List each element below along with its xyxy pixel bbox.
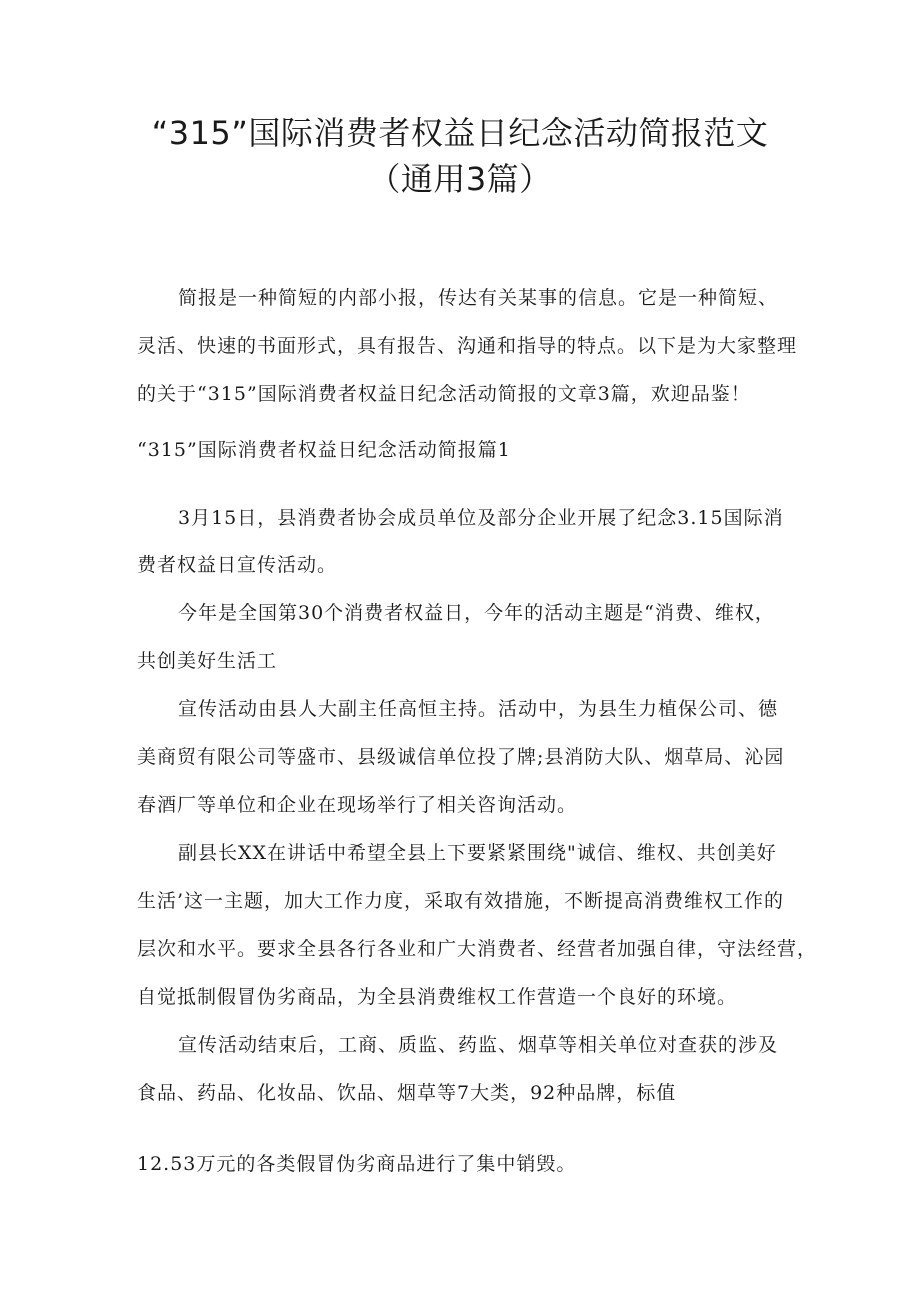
document-title: “315”国际消费者权益日纪念活动简报范文 (151, 114, 769, 152)
intro-line: 的关于“315”国际消费者权益日纪念活动简报的文章3篇，欢迎品鉴！ (137, 383, 751, 405)
paragraph-line: 食品、药品、化妆品、饮品、烟草等7大类，92种品牌，标值 (137, 1082, 677, 1104)
intro-line: 简报是一种简短的内部小报，传达有关某事的信息。它是一种简短、 (178, 287, 779, 309)
paragraph-line: 层次和水平。要求全县各行各业和广大消费者、经营者加强自律，守法经营， (137, 938, 818, 960)
intro-line: 灵活、快速的书面形式，具有报告、沟通和指导的特点。以下是为大家整理 (137, 335, 798, 357)
section-heading: “315”国际消费者权益日纪念活动简报篇1 (137, 439, 511, 461)
paragraph-line: 自觉抵制假冒伪劣商品，为全县消费维权工作营造一个良好的环境。 (137, 986, 738, 1008)
paragraph-line: 12.53万元的各类假冒伪劣商品进行了集中销毁。 (137, 1153, 577, 1175)
paragraph-line: 今年是全国第30个消费者权益日，今年的活动主题是“消费、维权， (178, 602, 775, 624)
paragraph-line: 共创美好生活工 (137, 650, 278, 672)
paragraph-line: 宣传活动由县人大副主任高恒主持。活动中，为县生力植保公司、德 (178, 698, 779, 720)
document-title-subtitle: （通用3篇） (368, 160, 552, 198)
paragraph-line: 生活’这一主题，加大工作力度，采取有效措施，不断提高消费维权工作的 (137, 890, 785, 912)
paragraph-line: 宣传活动结束后，工商、质监、药监、烟草等相关单位对查获的涉及 (178, 1034, 779, 1056)
paragraph-line: 美商贸有限公司等盛市、县级诚信单位投了牌;县消防大队、烟草局、沁园 (137, 746, 785, 768)
paragraph-line: 春酒厂等单位和企业在现场举行了相关咨询活动。 (137, 794, 578, 816)
paragraph-line: 费者权益日宣传活动。 (137, 554, 338, 576)
paragraph-line: 3月15日，县消费者协会成员单位及部分企业开展了纪念3.15国际消 (178, 507, 784, 529)
paragraph-line: 副县长XX在讲话中希望全县上下要紧紧围绕"诚信、维权、共创美好 (178, 842, 777, 864)
